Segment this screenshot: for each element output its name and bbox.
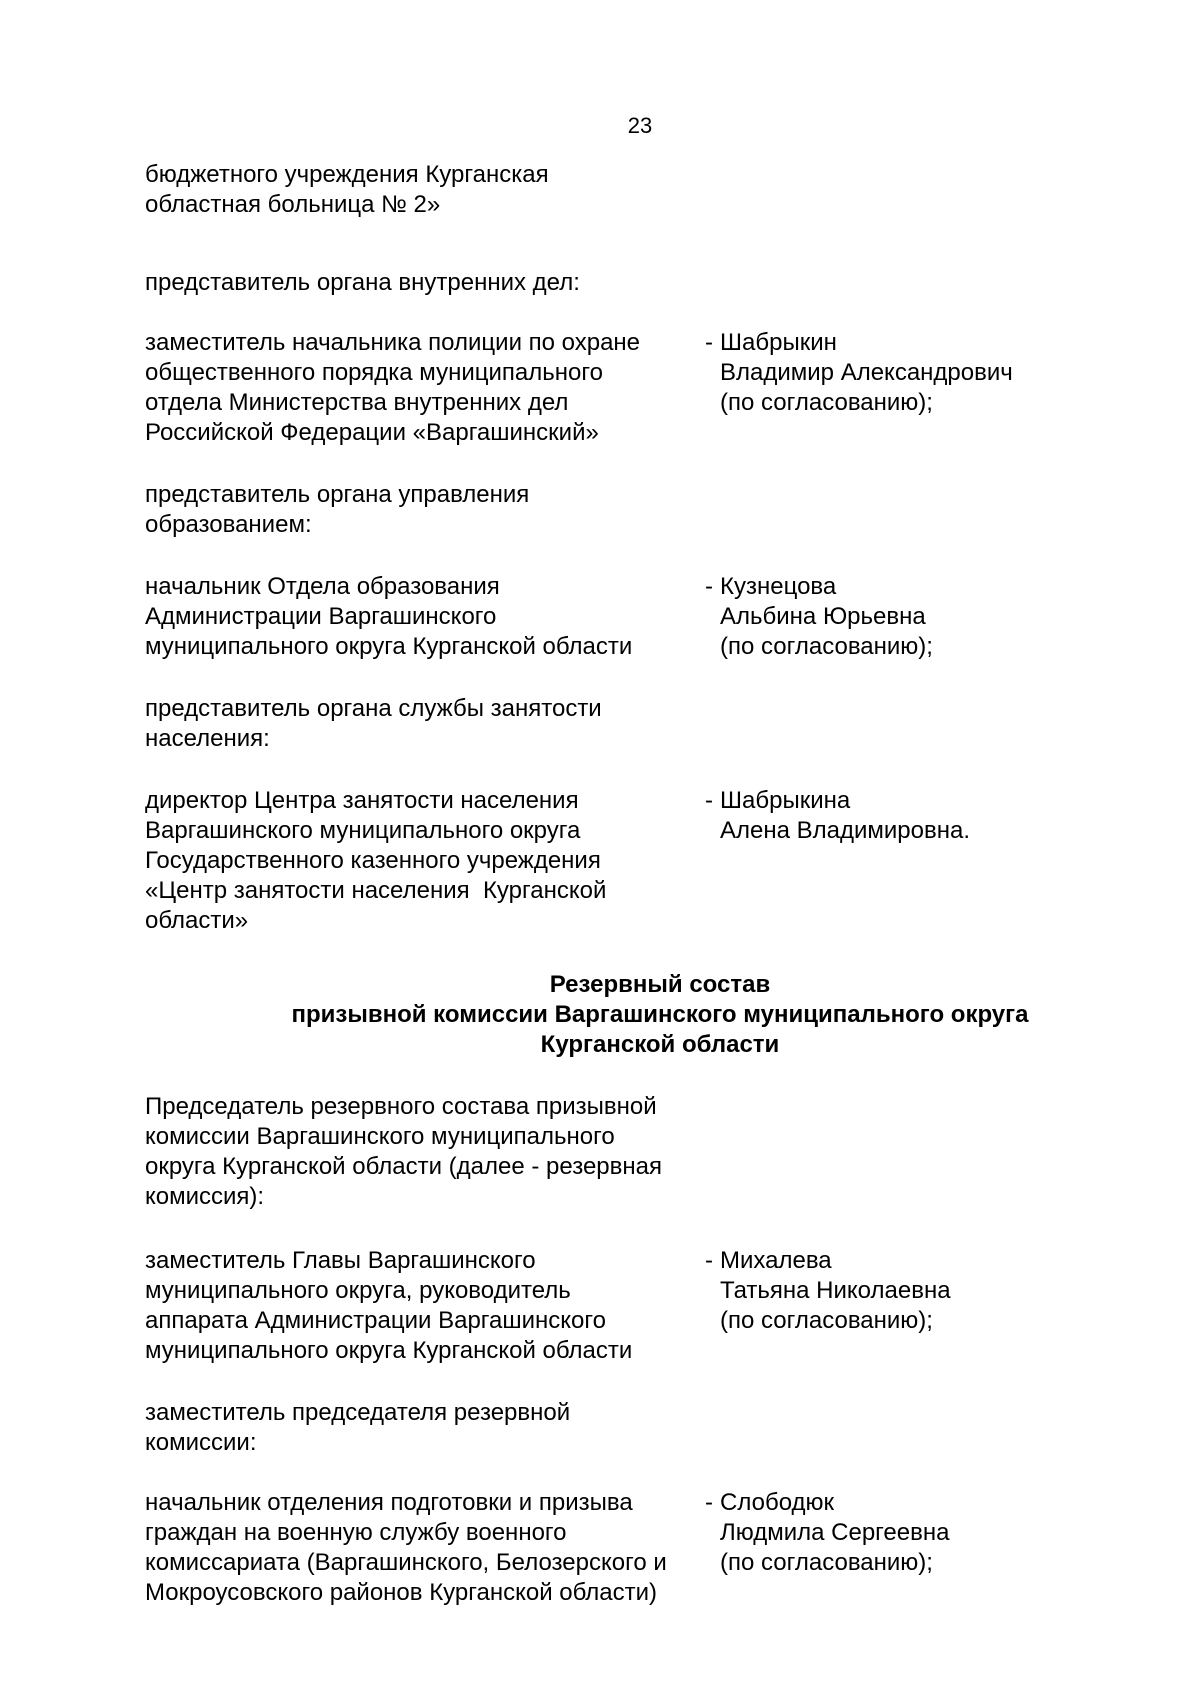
text-line: представитель органа управления	[145, 481, 530, 508]
text-line: Российской Федерации «Варгашинский»	[145, 419, 599, 446]
text-line: «Центр занятости населения Курганской	[145, 877, 607, 904]
text-line: директор Центра занятости населения	[145, 787, 579, 814]
person-name: Татьяна Николаевна	[720, 1277, 951, 1304]
text-line: аппарата Администрации Варгашинского	[145, 1307, 606, 1334]
text-line: комиссии:	[145, 1429, 257, 1456]
text-line: заместитель председателя резервной	[145, 1399, 571, 1426]
text-line: округа Курганской области (далее - резервная	[145, 1153, 662, 1180]
text-block	[145, 160, 720, 220]
dash: -	[705, 1247, 713, 1274]
text-line: общественного порядка муниципального	[145, 359, 603, 386]
text-line: Государственного казенного учреждения	[145, 847, 601, 874]
position-description	[145, 1246, 720, 1366]
person-note: (по согласованию);	[720, 1549, 933, 1576]
heading-line: призывной комиссии Варгашинского муниципального округа	[291, 1001, 1029, 1028]
dash: -	[705, 329, 713, 356]
text-line: представитель органа службы занятости	[145, 695, 602, 722]
dash: -	[705, 573, 713, 600]
dash: -	[705, 787, 713, 814]
person-surname: Шабрыкина	[720, 787, 851, 814]
person-name: Владимир Александрович	[720, 359, 1013, 386]
text-block	[145, 1092, 745, 1212]
person-entry	[705, 328, 1140, 418]
text-line: отдела Министерства внутренних дел	[145, 389, 569, 416]
person-surname: Шабрыкин	[720, 329, 837, 356]
text-line: начальник Отдела образования	[145, 573, 500, 600]
person-name: Алена Владимировна.	[720, 817, 971, 844]
section-heading	[0, 970, 1200, 1060]
person-note: (по согласованию);	[720, 633, 933, 660]
text-line: заместитель Главы Варгашинского	[145, 1247, 536, 1274]
person-name: Альбина Юрьевна	[720, 603, 926, 630]
person-entry	[705, 572, 1140, 662]
dash: -	[705, 1489, 713, 1516]
text-line: комиссариата (Варгашинского, Белозерского и	[145, 1549, 667, 1576]
text-line: представитель органа внутренних дел:	[145, 269, 580, 296]
text-line: муниципального округа Курганской области	[145, 1337, 633, 1364]
heading-line: Курганской области	[540, 1031, 780, 1058]
person-surname: Кузнецова	[720, 573, 837, 600]
text-block	[145, 268, 720, 298]
position-description	[145, 1488, 715, 1608]
text-block	[145, 480, 720, 540]
text-line: населения:	[145, 725, 270, 752]
text-line: Мокроусовского районов Курганской области)	[145, 1579, 658, 1606]
person-surname: Слободюк	[720, 1489, 835, 1516]
heading-line: Резервный состав	[549, 971, 771, 998]
text-line: Варгашинского муниципального округа	[145, 817, 581, 844]
person-note: (по согласованию);	[720, 389, 933, 416]
text-block	[145, 1398, 720, 1458]
text-line: областная больница № 2»	[145, 191, 441, 218]
position-description	[145, 328, 720, 448]
text-line: образованием:	[145, 511, 312, 538]
text-line: комиссии Варгашинского муниципального	[145, 1123, 615, 1150]
person-surname: Михалева	[720, 1247, 832, 1274]
text-block	[145, 694, 720, 754]
text-line: бюджетного учреждения Курганская	[145, 161, 549, 188]
text-line: муниципального округа, руководитель	[145, 1277, 571, 1304]
text-line: граждан на военную службу военного	[145, 1519, 567, 1546]
person-note: (по согласованию);	[720, 1307, 933, 1334]
text-line: области»	[145, 907, 249, 934]
text-line: Председатель резервного состава призывной	[145, 1093, 657, 1120]
person-entry	[705, 1246, 1140, 1336]
position-description	[145, 572, 720, 662]
text-line: комиссия):	[145, 1183, 265, 1210]
text-line: Администрации Варгашинского	[145, 603, 497, 630]
position-description	[145, 786, 720, 936]
page-number: 23	[627, 113, 653, 138]
person-entry	[705, 786, 1140, 846]
text-line: начальник отделения подготовки и призыва	[145, 1489, 633, 1516]
person-name: Людмила Сергеевна	[720, 1519, 950, 1546]
text-line: заместитель начальника полиции по охране	[145, 329, 641, 356]
text-line: муниципального округа Курганской области	[145, 633, 633, 660]
person-entry	[705, 1488, 1140, 1578]
